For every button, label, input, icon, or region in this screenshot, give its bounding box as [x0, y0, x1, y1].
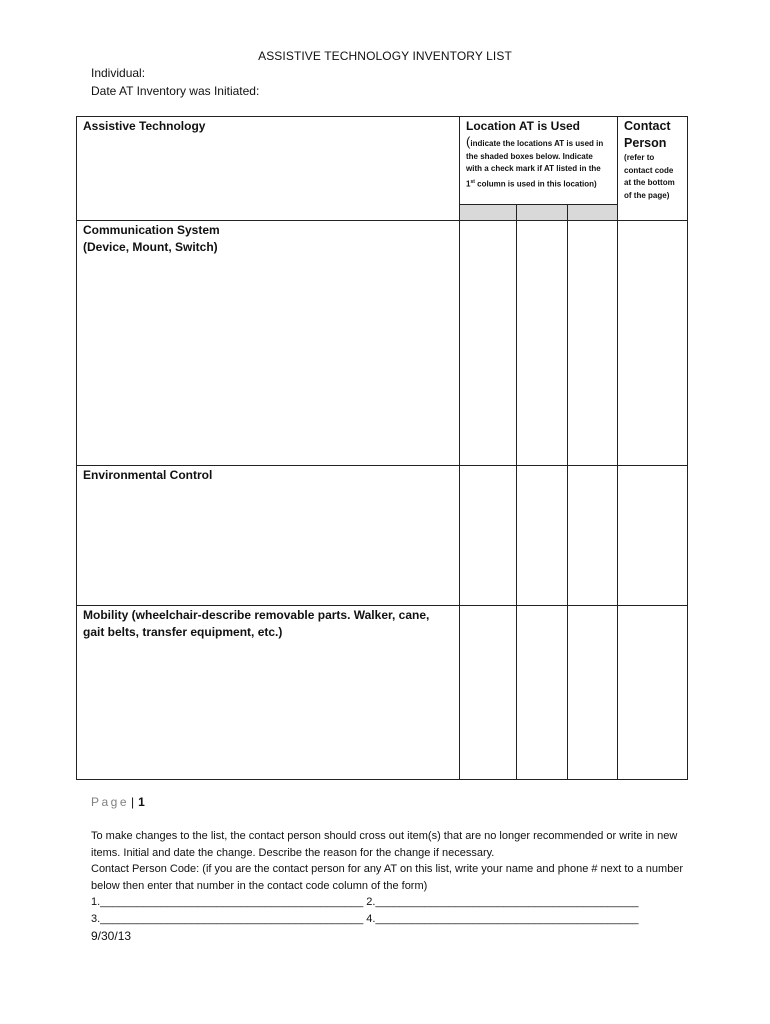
page-separator: |	[131, 795, 135, 809]
contact-cell[interactable]	[618, 221, 688, 466]
page-label: Page	[91, 795, 130, 809]
location-shaded-box-1[interactable]	[460, 205, 517, 221]
date-initiated-label: Date AT Inventory was Initiated:	[91, 84, 260, 98]
header-contact-person: Contact Person (refer to contact code at the bottom of the page)	[618, 117, 688, 221]
header-assistive-technology: Assistive Technology	[77, 117, 460, 221]
location-cell[interactable]	[460, 221, 517, 466]
header-location	[460, 117, 618, 205]
contact-code-line-3-4[interactable]: 3.___________________________________________ 4.___________________________________________	[91, 912, 639, 925]
location-cell[interactable]	[460, 606, 517, 780]
inventory-table	[76, 116, 688, 780]
location-instructions: (indicate the locations AT is used in the shaded boxes below. Indicate with a check mark if AT listed in the 1st column is used in this location)	[466, 134, 604, 189]
revision-date: 9/30/13	[91, 929, 132, 943]
location-cell[interactable]	[568, 221, 618, 466]
footer-instructions-block	[91, 828, 691, 927]
contact-note: (refer to contact code at the bottom of the page)	[624, 153, 675, 200]
location-header-title: Location AT is Used	[466, 119, 581, 133]
page-number: 1	[138, 795, 145, 809]
table-row	[77, 606, 688, 780]
location-cell[interactable]	[517, 466, 568, 606]
table-row	[77, 466, 688, 606]
row-environmental-control[interactable]: Environmental Control	[77, 466, 460, 606]
individual-label: Individual:	[91, 66, 146, 80]
location-cell[interactable]	[568, 466, 618, 606]
table-row	[77, 221, 688, 466]
row-communication-system[interactable]: Communication System (Device, Mount, Switch)	[77, 221, 460, 466]
location-cell[interactable]	[517, 221, 568, 466]
location-cell[interactable]	[517, 606, 568, 780]
location-cell[interactable]	[568, 606, 618, 780]
contact-cell[interactable]	[618, 606, 688, 780]
change-instructions: To make changes to the list, the contact person should cross out item(s) that are no longer recommended or write in new items. Initial and date the change. Describe the reason for the change if necessary.	[91, 830, 678, 859]
contact-code-instructions: Contact Person Code: (if you are the contact person for any AT on this list, write your name and phone # next to a number below then enter that number in the contact code column of the form)	[91, 863, 684, 892]
contact-code-line-1-2[interactable]: 1.___________________________________________ 2.___________________________________________	[91, 896, 639, 908]
contact-cell[interactable]	[618, 466, 688, 606]
location-cell[interactable]	[460, 466, 517, 606]
page-number-footer	[91, 795, 145, 809]
location-shaded-box-2[interactable]	[517, 205, 568, 221]
location-shaded-box-3[interactable]	[568, 205, 618, 221]
page-title: ASSISTIVE TECHNOLOGY INVENTORY LIST	[258, 49, 512, 63]
row-mobility[interactable]: Mobility (wheelchair-describe removable parts. Walker, cane, gait belts, transfer equipment, etc.)	[77, 606, 460, 780]
